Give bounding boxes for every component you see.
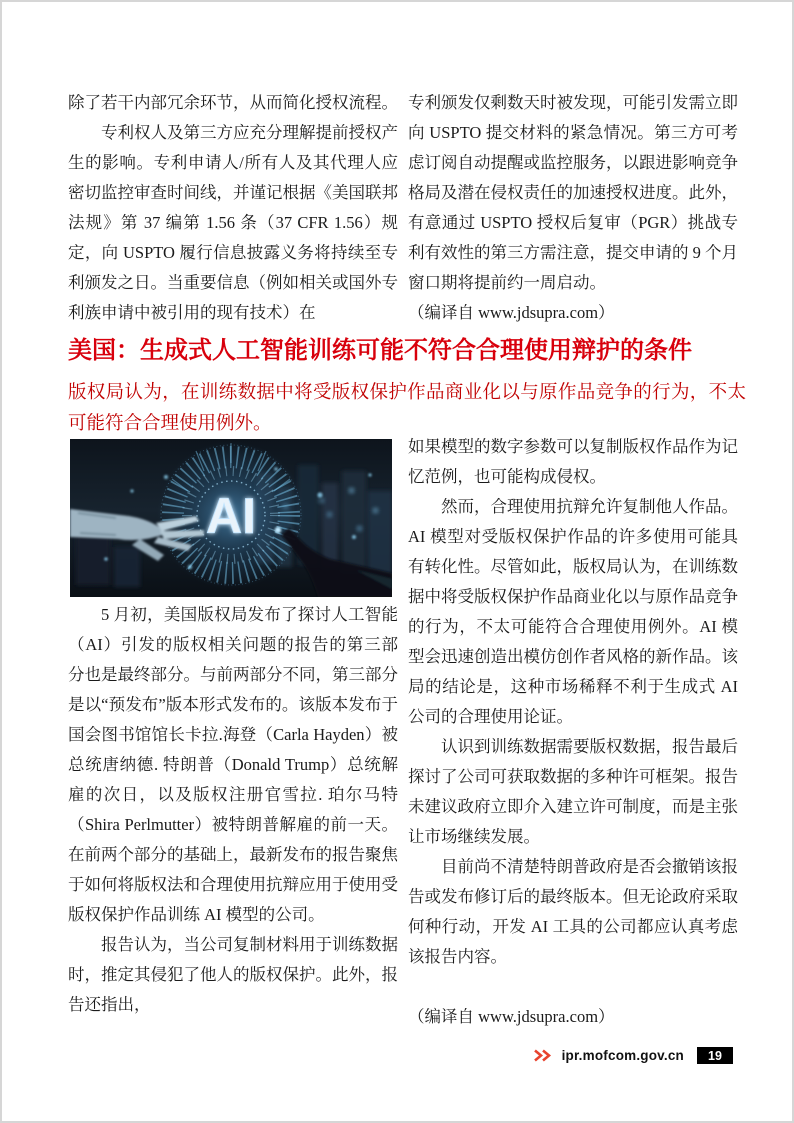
- article-photo: [70, 439, 392, 597]
- page-footer: [533, 1047, 733, 1064]
- paragraph: 如果模型的数字参数可以复制版权作品作为记忆范例，也可能构成侵权。: [408, 437, 738, 486]
- footer-site-url: ipr.mofcom.gov.cn: [561, 1048, 684, 1063]
- paragraph: 专利颁发仅剩数天时被发现，可能引发需立即向 USPTO 提交材料的紧急情况。第三方可考虑订阅自动提醒或监控服务，以跟进影响竞争格局及潜在侵权责任的加速授权进度。此外，有意通过 USPTO 授权后复审（PGR）挑战专利有效性的第三方需注意，提交申请的 9 个月窗口期将提前约一周启动。: [408, 93, 738, 292]
- prev-article-left-column: [68, 88, 398, 328]
- paragraph: 5 月初，美国版权局发布了探讨人工智能（AI）引发的版权相关问题的报告的第三部分也是最终部分。与前两部分不同，第三部分是以“预发布”版本形式发布的。该版本发布于国会图书馆馆长卡拉.海登（Carla Hayden）被总统唐纳德. 特朗普（Donald Trump）总统解雇的次日，以及版权注册官雪拉. 珀尔马特（Shira Perlmutter）被特朗普解雇的前一天。在前两个部分的基础上，最新发布的报告聚焦于如何将版权法和合理使用抗辩应用于使用受版权保护作品训练 AI 模型的公司。: [68, 605, 398, 924]
- source-attribution: （编译自 www.jdsupra.com）: [408, 303, 615, 322]
- previous-article-continuation: [68, 88, 738, 328]
- footer-chevron-icon: [533, 1049, 553, 1062]
- main-article-left-column: [68, 600, 398, 1020]
- main-article-right-column: [408, 432, 738, 1032]
- paragraph: 然而，合理使用抗辩允许复制他人作品。AI 模型对受版权保护作品的许多使用可能具有转化性。尽管如此，版权局认为，在训练数据中将受版权保护作品商业化以与原作品竞争的行为，不太可能符合合理使用例外。AI 模型会迅速创造出模仿创作者风格的新作品。该局的结论是，这种市场稀释不利于生成式 AI 公司的合理使用论证。: [408, 497, 738, 726]
- paragraph: 专利权人及第三方应充分理解提前授权产生的影响。专利申请人/所有人及其代理人应密切监控审查时间线，并谨记根据《美国联邦法规》第 37 编第 1.56 条（37 CFR 1.56）规定，向 USPTO 履行信息披露义务将持续至专利颁发之日。当重要信息（例如相关或国外专利族申请中被引用的现有技术）在: [68, 123, 398, 322]
- source-attribution: （编译自 www.jdsupra.com）: [408, 1007, 615, 1026]
- article-subtitle: 版权局认为，在训练数据中将受版权保护作品商业化以与原作品竞争的行为，不太可能符合合理使用例外。: [68, 381, 746, 433]
- paragraph: 目前尚不清楚特朗普政府是否会撤销该报告或发布修订后的最终版本。但无论政府采取何种行动，开发 AI 工具的公司都应认真考虑该报告内容。: [408, 857, 738, 966]
- ai-photo-illustration: [70, 439, 392, 597]
- article-title: 美国：生成式人工智能训练可能不符合合理使用辩护的条件: [68, 337, 692, 364]
- paragraph: 报告认为，当公司复制材料用于训练数据时，推定其侵犯了他人的版权保护。此外，报告还指出，: [68, 935, 398, 1014]
- ai-hologram-text: AI: [206, 488, 256, 544]
- prev-article-right-column: [408, 88, 738, 328]
- paragraph: 认识到训练数据需要版权数据，报告最后探讨了公司可获取数据的多种许可框架。报告未建议政府立即介入建立许可制度，而是主张让市场继续发展。: [408, 737, 738, 846]
- paragraph: 除了若干内部冗余环节，从而简化授权流程。: [68, 93, 398, 112]
- page-number-badge: 19: [697, 1047, 733, 1064]
- fingertip-glow-dot: [275, 527, 281, 533]
